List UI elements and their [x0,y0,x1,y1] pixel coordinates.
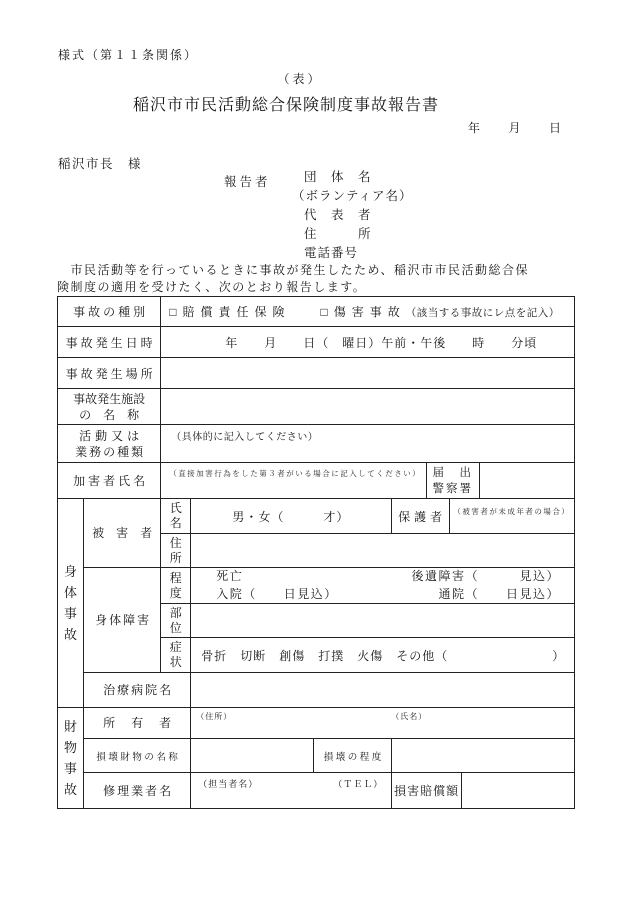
place-blank-cell [161,358,575,389]
place-label: 事故発生場所 [58,358,161,389]
damaged-property-label: 損壊財物の名称 [84,739,191,773]
victim-label: 被 害 者 [84,499,161,568]
row-place [58,358,575,389]
reporter-telephone-label: 電話番号 [304,246,359,260]
row-victim-name [58,499,575,534]
facility-label-line1: 事故発生施設 [73,391,146,406]
police-station-label [426,463,479,499]
injury-accident-checkbox-option: □傷害事故 [320,305,406,319]
row-repair [58,773,575,809]
degree-hospitalization-option: 入院（ 日見込） [216,586,338,601]
owner-label: 所 有 者 [84,708,191,739]
addressee: 稲沢市長 様 [58,157,143,171]
reporter-address-label: 住 所 [304,227,372,241]
intro-line-2: 険制度の適用を受けたく、次のとおり報告します。 [57,280,367,294]
victim-sex-age-cell: 男・女（ 才） [191,499,391,534]
perpetrator-label: 加害者氏名 [58,463,161,499]
guardian-minor-note: （被害者が未成年者の場合） [453,507,571,516]
owner-name-note: （氏名） [391,712,428,721]
activity-label-line2: 業務の種類 [75,444,146,459]
owner-address-note: （住所） [196,712,233,721]
police-label-line1: 届 出 [432,466,473,479]
injury-degree-cell [191,568,575,604]
police-label-line2: 警察署 [432,482,473,495]
accident-type-label: 事故の種別 [58,297,161,327]
facility-blank-cell [161,389,575,425]
activity-detail-cell [161,425,575,463]
guardian-label: 保護者 [391,499,449,534]
injury-part-label: 部位 [161,604,191,638]
degree-aftereffects-option: 後遺障害（ 見込） [411,569,560,583]
police-station-blank-cell [479,463,574,499]
hospital-label: 治療病院名 [84,673,191,708]
victim-address-label: 住所 [161,534,191,568]
report-date-line: 年 月 日 [468,121,563,135]
reporter-representative-label: 代 表 者 [304,208,372,222]
checkbox-instruction-note: （該当する事故にレ点を記入） [405,308,560,319]
reporter-volunteer-label: （ボランティア名） [292,189,413,203]
injury-label: 身体障害 [84,568,161,673]
guardian-note-cell [449,499,574,534]
victim-name-label: 氏名 [161,499,191,534]
row-damaged-property [58,739,575,773]
page-title: 稲沢市市民活動総合保険制度事故報告書 [132,97,439,114]
datetime-value-cell [161,327,575,358]
accident-type-options [161,297,575,327]
facility-label [58,389,161,425]
activity-label-line1: 活動又は [79,428,144,443]
intro-line-1: 市民活動等を行っているときに事故が発生したため、稲沢市市民活動総合保 [57,263,530,277]
row-hospital [58,673,575,708]
datetime-template-text: 年 月 日（ 曜日）午前・午後 時 分頃 [225,335,538,350]
row-perpetrator [58,463,575,499]
victim-address-blank-cell [191,534,575,568]
reporter-fields [292,168,413,263]
owner-value-cell [191,708,575,739]
injury-symptom-label: 症状 [161,638,191,673]
activity-instruction-note: （具体的に記入してください） [171,432,319,443]
damaged-property-blank-cell [191,739,314,773]
perpetrator-name-cell [161,463,426,499]
side-label-front: （表） [277,72,323,86]
injury-degree-label: 程度 [161,568,191,604]
row-injury-degree [58,568,575,604]
body-accident-section-label: 身体事故 [58,499,84,708]
symptom-options-cell [191,638,575,673]
reporter-org-label: 団 体 名 [304,170,372,184]
repair-person-note: （担当者名） [198,779,259,789]
damage-degree-label: 損壊の程度 [314,739,391,773]
row-datetime [58,327,575,358]
symptom-options-text: 骨折 切断 創傷 打撲 火傷 その他（ ） [201,648,566,663]
repair-tel-note: （ＴＥＬ） [333,779,384,789]
perpetrator-instruction-note: （直接加害行為をした第３者がいる場合に記入してください） [169,469,422,478]
degree-death-option: 死亡 [216,569,244,583]
row-activity [58,425,575,463]
compensation-label: 損害賠償額 [391,773,461,809]
reporter-label: 報告者 [224,175,271,189]
liability-insurance-checkbox-option: □賠償責任保険 [169,305,291,319]
property-accident-section-label: 財物事故 [58,708,84,809]
damage-degree-blank-cell [391,739,574,773]
hospital-blank-cell [191,673,575,708]
compensation-blank-cell [461,773,574,809]
row-accident-type [58,297,575,327]
datetime-label: 事故発生日時 [58,327,161,358]
accident-report-table [57,296,575,809]
facility-label-line2: の 名 称 [79,407,140,422]
repair-company-value-cell [191,773,391,809]
row-facility [58,389,575,425]
form-code: 様式（第１１条関係） [58,48,199,62]
row-owner [58,708,575,739]
degree-outpatient-option: 通院（ 日見込） [438,586,560,601]
activity-label [58,425,161,463]
injury-part-blank-cell [191,604,575,638]
repair-company-label: 修理業者名 [84,773,191,809]
